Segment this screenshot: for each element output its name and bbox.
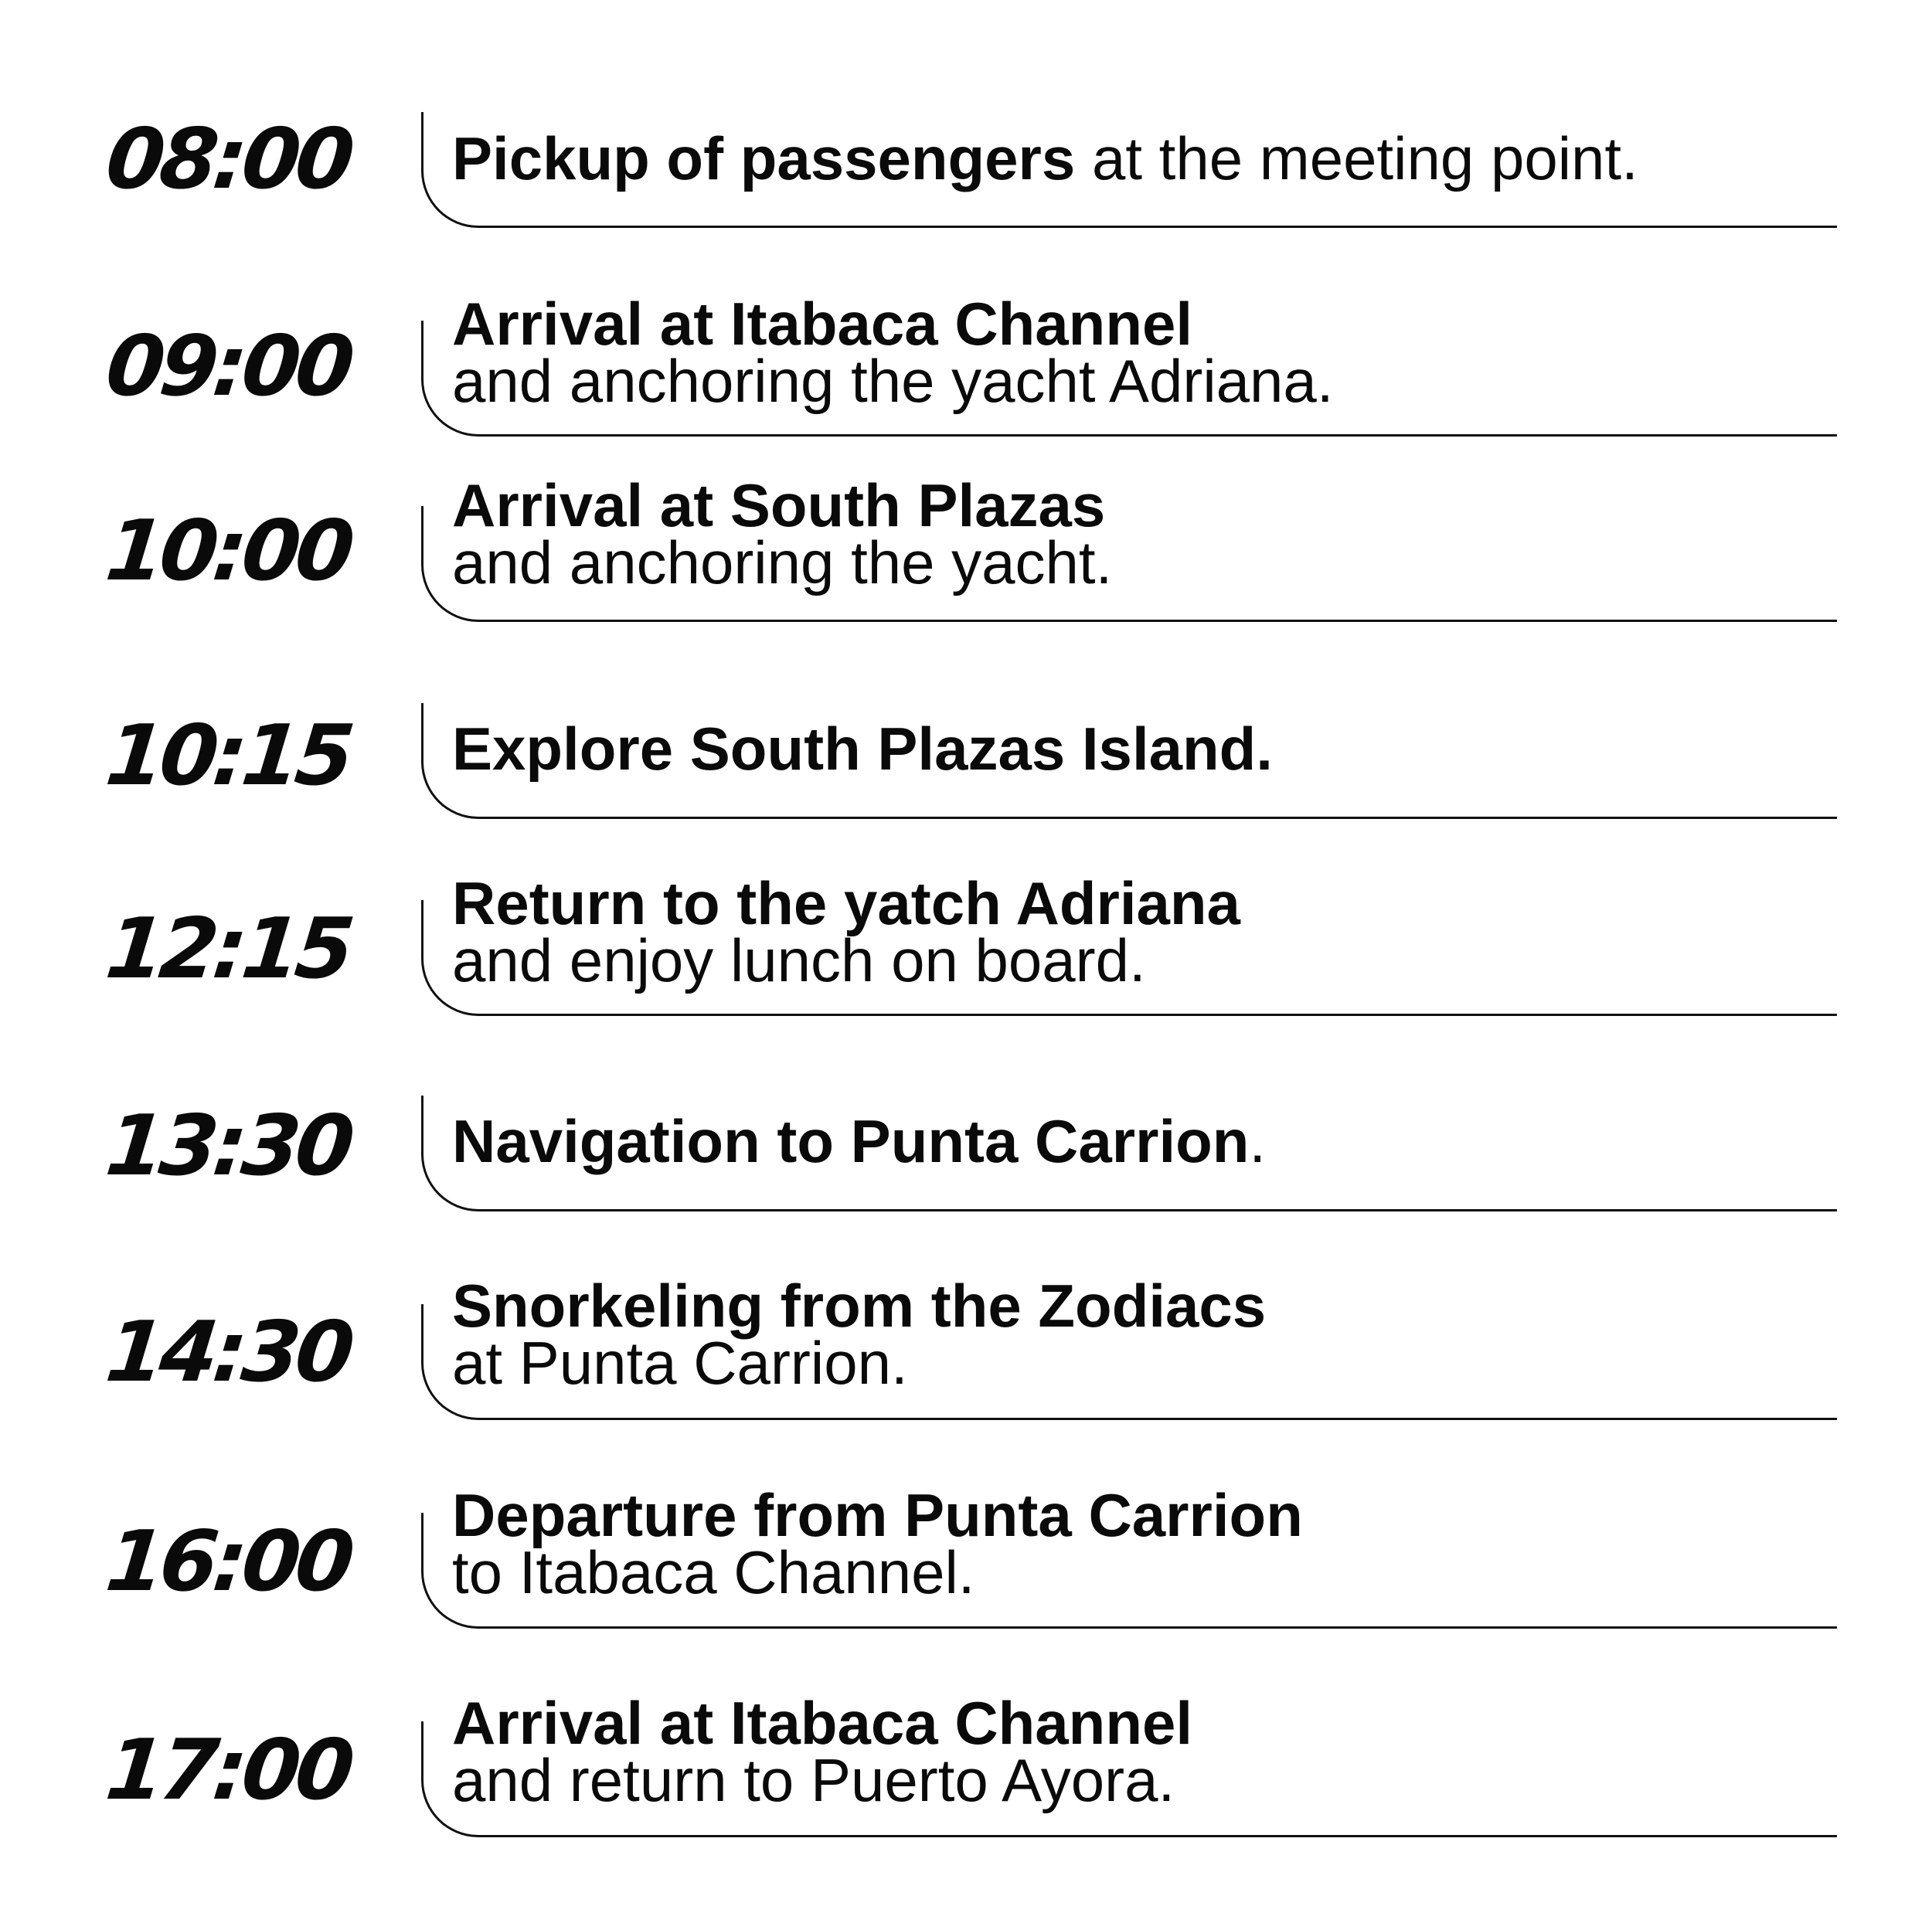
item-text: [452, 290, 1334, 415]
item-subtitle: and anchoring the yacht.: [452, 528, 1113, 596]
time-label: 10:15: [101, 708, 355, 804]
item-title: Explore South Plazas Island.: [452, 715, 1273, 783]
item-subtitle: at Punta Carrion.: [452, 1329, 908, 1397]
item-text: [452, 1107, 1267, 1175]
item-title: Return to the yatch Adriana: [452, 869, 1240, 937]
item-title: Arrival at Itabaca Channel: [452, 1689, 1193, 1757]
item-text: [452, 1481, 1303, 1606]
item-title: Snorkeling from the Zodiacs: [452, 1272, 1267, 1340]
time-label: 09:00: [101, 318, 355, 415]
item-title: Navigation to Punta Carrion: [452, 1107, 1250, 1175]
item-title: Pickup of passengers: [452, 124, 1076, 192]
time-label: 14:30: [101, 1304, 355, 1401]
item-subtitle: and enjoy lunch on board.: [452, 926, 1146, 994]
time-label: 16:00: [101, 1514, 355, 1610]
item-text: [452, 1689, 1193, 1814]
item-title: Departure from Punta Carrion: [452, 1481, 1303, 1549]
item-title: Arrival at South Plazas: [452, 471, 1106, 539]
item-text: [452, 124, 1638, 192]
item-subtitle: and return to Puerto Ayora.: [452, 1746, 1175, 1814]
item-title: Arrival at Itabaca Channel: [452, 290, 1193, 358]
item-title-suffix: at the meeting point.: [1075, 124, 1638, 192]
item-text: [452, 471, 1113, 596]
item-text: [452, 869, 1240, 994]
time-label: 13:30: [101, 1098, 355, 1194]
time-label: 10:00: [101, 503, 355, 600]
time-label: 12:15: [101, 901, 355, 997]
item-text: [452, 1272, 1267, 1397]
item-subtitle: and anchoring the yacht Adriana.: [452, 347, 1334, 415]
item-text: [452, 715, 1273, 783]
time-label: 17:00: [101, 1722, 355, 1819]
time-label: 08:00: [101, 111, 355, 208]
item-title-suffix: .: [1249, 1107, 1267, 1175]
item-subtitle: to Itabaca Channel.: [452, 1538, 975, 1606]
